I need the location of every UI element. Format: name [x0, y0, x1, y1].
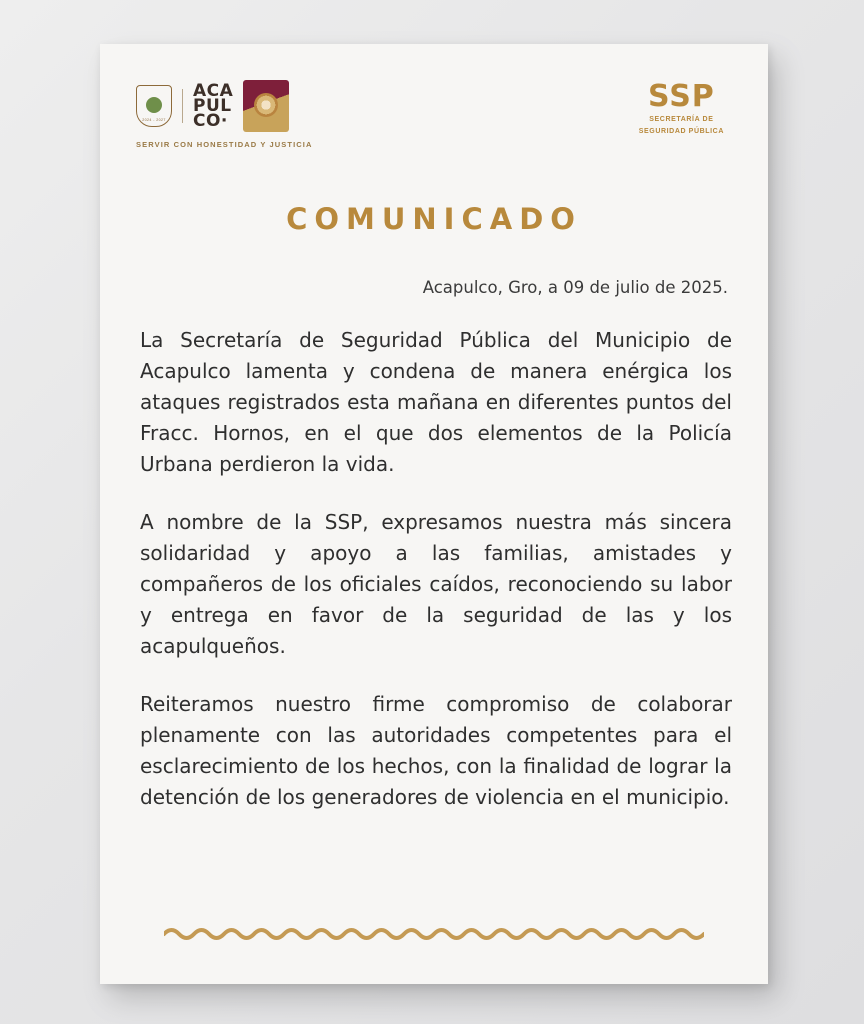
crest-year-label: 2024 - 2027: [142, 118, 166, 122]
acapulco-wordmark-line-2: PUL: [193, 95, 232, 116]
dateline: Acapulco, Gro, a 09 de julio de 2025.: [422, 278, 728, 297]
acapulco-wordmark-line-3: CO·: [193, 110, 228, 131]
acapulco-wordmark-line-1: ACA: [193, 80, 234, 101]
municipal-crest-icon: [136, 85, 172, 127]
footer-wave-ornament: [100, 927, 768, 946]
paragraph-2: A nombre de la SSP, expresamos nuestra más sincera solidaridad y apoyo a las familias, amistades y compañeros de los oficiales caídos, reconociendo su labor y entrega en favor de la seguridad de las y los acapulqueños.: [140, 510, 732, 658]
acapulco-wordmark: [193, 80, 234, 131]
document-body: [140, 325, 732, 813]
ssp-acronym: SSP: [647, 79, 715, 114]
ssp-subtitle-line-1: SECRETARÍA DE: [649, 116, 714, 123]
ssp-logo-group: [638, 79, 724, 136]
paragraph-3: Reiteramos nuestro firme compromiso de colaborar plenamente con las autoridades competentes para el esclarecimiento de los hechos, con la finalidad de lograr la detención de los generadores de violencia en el municipio.: [140, 692, 732, 809]
paragraph-1: La Secretaría de Seguridad Pública del Municipio de Acapulco lamenta y condena de manera enérgica los ataques registrados esta mañana en diferentes puntos del Fracc. Hornos, en el que dos elementos de la Policía Urbana perdieron la vida.: [140, 328, 732, 476]
crest-emblem-icon: [146, 97, 162, 113]
municipal-logo-group: [136, 80, 289, 132]
communique-sheet: [100, 44, 768, 984]
flower-emblem-icon: [243, 80, 289, 132]
page-title: COMUNICADO: [286, 202, 582, 236]
municipal-slogan: SERVIR CON HONESTIDAD Y JUSTICIA: [136, 140, 313, 149]
document-header: [100, 44, 768, 162]
ssp-subtitle-line-2: SEGURIDAD PÚBLICA: [638, 128, 724, 135]
logo-divider: [182, 89, 183, 123]
